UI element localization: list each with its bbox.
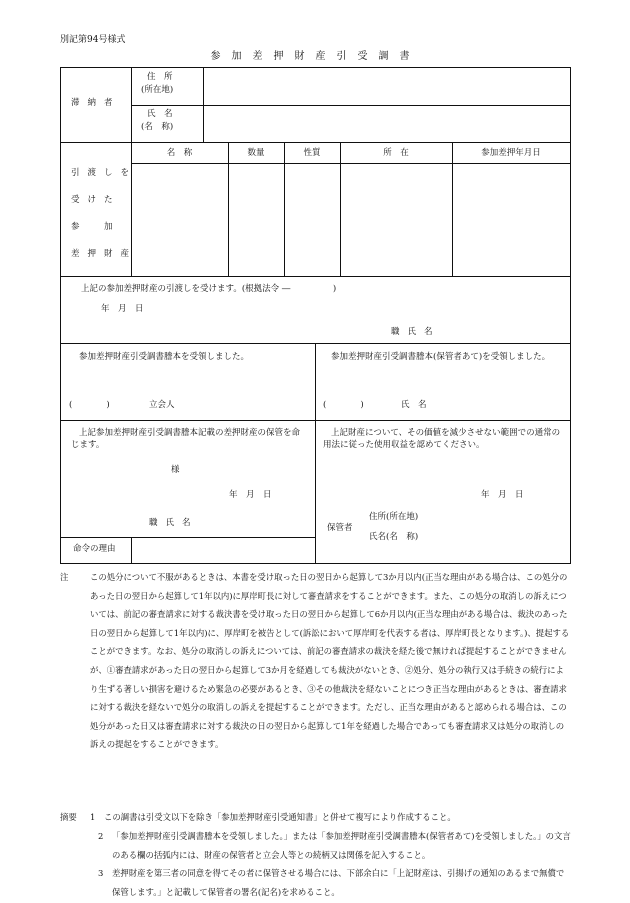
usage-permission-text: 上記財産について、その価値を減少させない範囲での通常の用法に従った使用収益を認めてください。	[323, 428, 561, 450]
notes-label: 注	[60, 572, 69, 582]
col-divider	[315, 343, 316, 564]
keeper-name-label: 氏名(名 称)	[369, 532, 419, 542]
property-side-label: 参 加	[71, 222, 121, 232]
name-label: 氏 名	[147, 109, 173, 119]
keeper-address-label: 住所(所在地)	[369, 512, 419, 522]
form-table	[60, 67, 571, 564]
row-divider	[61, 537, 315, 538]
remark-number: 2	[98, 831, 104, 841]
row-divider	[131, 105, 570, 106]
row-divider	[61, 276, 570, 277]
copy-received-right: 参加差押財産引受調書謄本(保管者あて)を受領しました。	[331, 352, 551, 362]
remark-text: 差押財産を第三者の同意を得てその者に保管させる場合には、下部余白に「上記財産は、引揚げの通知のあるまで無償で保管します。」と記載して保管者の署名(記名)を求めること。	[112, 868, 565, 897]
delinquent-label: 滞納者	[71, 98, 121, 108]
col-divider	[228, 142, 229, 276]
honorific: 様	[171, 465, 180, 475]
col-divider	[340, 142, 341, 276]
copy-received-left: 参加差押財産引受調書謄本を受領しました。	[79, 352, 250, 362]
keeper-date: 年 月 日	[481, 490, 524, 500]
witness-paren: ( )	[69, 400, 110, 410]
property-side-label: 受けた	[71, 195, 121, 205]
receipt-official: 職氏名	[391, 327, 441, 337]
col-divider	[284, 142, 285, 276]
remarks-label: 摘要	[60, 812, 77, 822]
col-header-nature: 性質	[303, 148, 321, 158]
custody-official: 職氏名	[149, 518, 199, 528]
name-label-sub: (名 称)	[141, 122, 174, 132]
col-header-location: 所 在	[383, 148, 409, 158]
property-side-label: 引渡しを	[71, 168, 138, 178]
signer-paren: ( )	[323, 400, 364, 410]
notes-text: この処分について不服があるときは、本書を受け取った日の翌日から起算して3か月以内(正当な理由がある場合は、この処分のあった日の翌日から起算して1年以内)に厚岸町長に対して審査請求をすることができます。また、この処分の取消しの訴えについては、前記の審査請求に対する裁決書を受け取った日の翌日から起算して6か月以内(正当な理由がある場合は、裁決のあった日の翌日から起算して1年以内)に、厚岸町を被告として(訴訟において厚岸町を代表する者は、厚岸町長となります。)、提起することができます。なお、処分の取消しの訴えについては、前記の審査請求の裁決を経た後で無ければ提起することができませんが、①審査請求があった日の翌日から起算して3か月を経過しても裁決がないとき、②処分、処分の執行又は手続きの続行により生ずる著しい損害を避けるため緊急の必要があるとき、③その他裁決を経ないことにつき正当な理由があるときは、審査請求に対する裁決を経ないで処分の取消しの訴えを提起することができます。ただし、正当な理由があると認められる場合は、この処分があった日又は審査請求に対する裁決の日の翌日から起算して1年を経過した場合であっても審査請求又は処分の取消しの訴えの提起をすることができます。	[90, 572, 570, 750]
keeper-label: 保管者	[327, 523, 353, 533]
reason-label: 命令の理由	[73, 544, 116, 554]
row-divider	[131, 163, 570, 164]
address-label: 住 所	[147, 72, 173, 82]
col-header-quantity: 数量	[247, 148, 265, 158]
col-header-name: 名 称	[166, 148, 193, 158]
col-divider	[452, 142, 453, 276]
col-divider	[203, 68, 204, 142]
form-number: 別記第94号様式	[60, 35, 126, 45]
receipt-date: 年 月 日	[101, 304, 144, 314]
receipt-statement: 上記の参加差押財産の引渡しを受けます。(根拠法令 ― )	[81, 284, 337, 294]
custody-order-text: 上記参加差押財産引受調書謄本記載の差押財産の保管を命じます。	[71, 428, 301, 450]
remark-text: この調書は引受文以下を除き「参加差押財産引受通知書」と併せて複写により作成すること。	[104, 812, 456, 822]
custody-date: 年 月 日	[229, 490, 272, 500]
address-label-sub: (所在地)	[141, 85, 174, 95]
col-divider	[131, 537, 132, 564]
witness-role: 立会人	[149, 400, 175, 410]
col-header-date: 参加差押年月日	[481, 148, 541, 158]
remark-number: 3	[98, 868, 104, 878]
row-divider	[61, 142, 570, 143]
property-side-label: 差押財産	[71, 249, 138, 259]
signer-role: 氏 名	[401, 400, 427, 410]
document-title: 参加差押財産引受調書	[210, 51, 421, 62]
remark-number: 1	[90, 812, 96, 822]
remark-text: 「参加差押財産引受調書謄本を受領しました。」または「参加差押財産引受調書謄本(保管者あて)を受領しました。」の文言のある欄の括弧内には、財産の保管者と立会人等との続柄又は関係を記入すること。	[112, 831, 571, 860]
